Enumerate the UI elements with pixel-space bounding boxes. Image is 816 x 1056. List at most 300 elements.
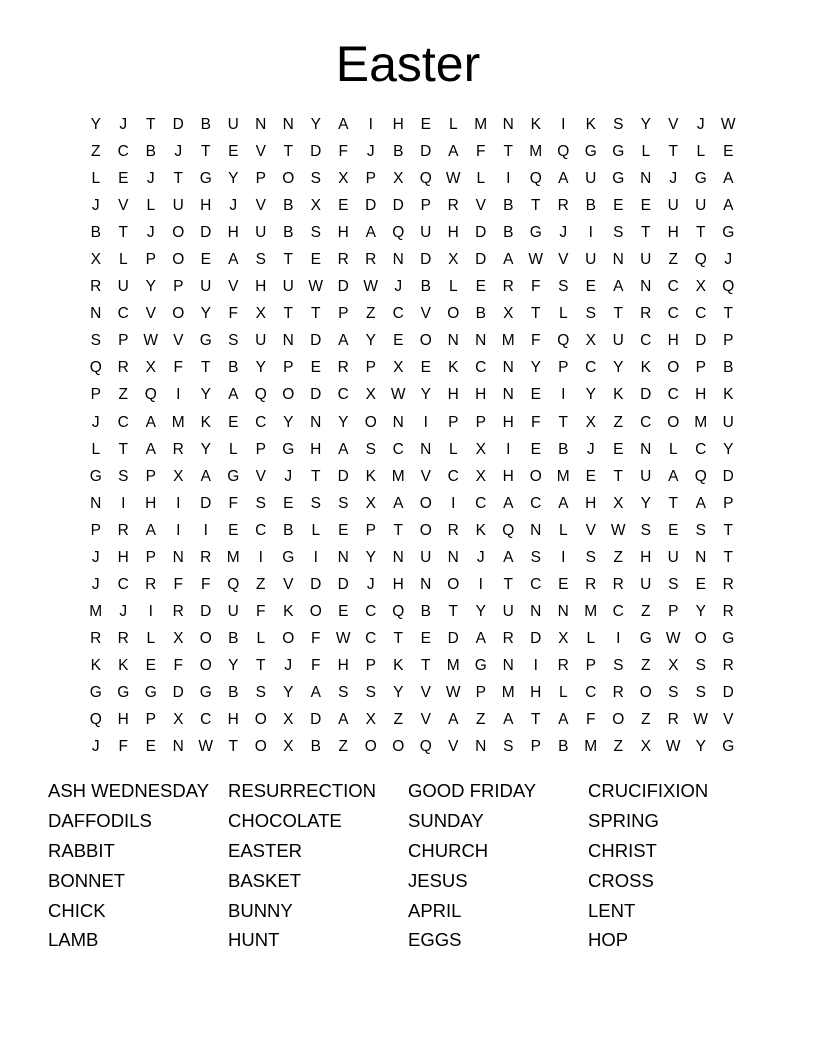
grid-letter: T: [668, 143, 678, 161]
grid-letter: H: [392, 575, 404, 593]
grid-letter: D: [310, 575, 322, 593]
grid-letter: O: [282, 170, 295, 188]
grid-letter: Q: [557, 143, 570, 161]
letter-grid: [82, 111, 742, 760]
grid-letter: V: [420, 305, 431, 323]
grid-letter: I: [588, 224, 593, 242]
grid-letter: O: [612, 711, 625, 729]
grid-letter: G: [282, 440, 295, 458]
grid-letter: Q: [529, 170, 542, 188]
grid-letter: F: [173, 656, 183, 674]
grid-letter: Y: [640, 494, 651, 512]
grid-letter: U: [420, 548, 432, 566]
word-list-item: HOP: [588, 929, 629, 951]
grid-letter: O: [254, 711, 267, 729]
grid-letter: N: [310, 413, 322, 431]
grid-letter: W: [335, 629, 351, 647]
grid-letter: N: [502, 116, 514, 134]
word-list-item: CRUCIFIXION: [588, 780, 709, 802]
grid-letter: B: [503, 197, 514, 215]
grid-letter: B: [283, 521, 294, 539]
grid-letter: P: [530, 738, 541, 756]
grid-letter: O: [447, 575, 460, 593]
grid-letter: L: [558, 521, 568, 539]
grid-letter: J: [91, 738, 100, 756]
grid-letter: X: [640, 738, 651, 756]
grid-letter: K: [613, 386, 624, 404]
grid-letter: C: [117, 575, 129, 593]
grid-row: [82, 111, 742, 138]
grid-letter: A: [503, 711, 514, 729]
grid-letter: R: [502, 629, 514, 647]
grid-letter: Y: [90, 116, 101, 134]
grid-letter: M: [584, 738, 598, 756]
grid-letter: O: [694, 629, 707, 647]
grid-letter: S: [255, 251, 266, 269]
grid-letter: P: [475, 413, 486, 431]
grid-letter: W: [363, 278, 379, 296]
grid-letter: Y: [200, 305, 211, 323]
grid-letter: K: [365, 467, 376, 485]
grid-letter: Q: [227, 575, 240, 593]
grid-letter: A: [668, 467, 679, 485]
grid-letter: D: [695, 332, 707, 350]
grid-letter: X: [283, 711, 294, 729]
grid-letter: U: [227, 116, 239, 134]
grid-letter: I: [478, 575, 483, 593]
grid-letter: C: [365, 602, 377, 620]
grid-letter: Y: [228, 170, 239, 188]
grid-letter: E: [420, 629, 431, 647]
grid-letter: M: [391, 467, 405, 485]
word-list-item: LAMB: [48, 929, 99, 951]
grid-letter: I: [203, 521, 208, 539]
grid-letter: O: [419, 521, 432, 539]
grid-row: [82, 273, 742, 300]
grid-letter: N: [502, 386, 514, 404]
grid-letter: G: [584, 143, 597, 161]
grid-row: [82, 138, 742, 165]
grid-letter: R: [172, 440, 184, 458]
grid-letter: A: [503, 494, 514, 512]
word-list-item: BONNET: [48, 869, 126, 891]
grid-letter: G: [199, 332, 212, 350]
grid-letter: S: [695, 656, 706, 674]
grid-letter: C: [117, 305, 129, 323]
grid-letter: R: [585, 575, 597, 593]
grid-letter: G: [722, 224, 735, 242]
grid-letter: L: [256, 629, 266, 647]
grid-letter: S: [668, 575, 679, 593]
grid-letter: P: [448, 413, 459, 431]
grid-letter: F: [228, 494, 238, 512]
grid-letter: U: [585, 251, 597, 269]
grid-letter: Y: [393, 684, 404, 701]
grid-row: [82, 192, 742, 219]
grid-letter: A: [338, 711, 349, 729]
grid-letter: S: [695, 684, 706, 701]
grid-letter: D: [722, 684, 734, 701]
grid-letter: O: [199, 656, 212, 674]
grid-letter: T: [393, 629, 403, 647]
grid-letter: Y: [338, 413, 349, 431]
grid-letter: C: [392, 305, 404, 323]
grid-letter: J: [229, 197, 238, 215]
grid-letter: J: [91, 548, 100, 566]
grid-letter: I: [121, 494, 126, 512]
grid-letter: E: [640, 197, 651, 215]
grid-letter: K: [200, 413, 211, 431]
grid-letter: E: [310, 359, 321, 377]
grid-letter: U: [722, 413, 734, 431]
grid-letter: Q: [392, 602, 405, 620]
grid-letter: T: [421, 656, 431, 674]
grid-letter: H: [667, 332, 679, 350]
grid-letter: Q: [419, 738, 432, 756]
grid-letter: C: [612, 602, 624, 620]
grid-letter: R: [337, 251, 349, 269]
grid-letter: T: [723, 521, 733, 539]
grid-letter: Z: [366, 305, 376, 323]
grid-letter: E: [613, 197, 624, 215]
grid-letter: U: [200, 278, 212, 296]
grid-letter: B: [228, 359, 239, 377]
grid-letter: I: [148, 602, 153, 620]
grid-letter: O: [309, 602, 322, 620]
grid-letter: O: [667, 359, 680, 377]
grid-letter: G: [474, 656, 487, 674]
grid-letter: Y: [613, 359, 624, 377]
grid-letter: C: [475, 494, 487, 512]
grid-letter: F: [118, 738, 128, 756]
grid-letter: U: [640, 467, 652, 485]
grid-letter: E: [200, 251, 211, 269]
grid-letter: T: [228, 738, 238, 756]
grid-letter: D: [420, 251, 432, 269]
grid-letter: G: [117, 684, 130, 701]
grid-letter: L: [641, 143, 651, 161]
grid-letter: N: [695, 548, 707, 566]
grid-letter: H: [310, 440, 322, 458]
grid-letter: U: [640, 251, 652, 269]
grid-letter: A: [723, 197, 734, 215]
grid-letter: F: [256, 602, 266, 620]
grid-letter: P: [420, 197, 431, 215]
grid-letter: R: [145, 575, 157, 593]
grid-letter: G: [199, 170, 212, 188]
grid-letter: F: [173, 575, 183, 593]
grid-letter: N: [447, 332, 459, 350]
grid-letter: X: [283, 738, 294, 756]
grid-letter: A: [475, 629, 486, 647]
grid-letter: J: [174, 143, 183, 161]
grid-row: [82, 409, 742, 436]
grid-letter: E: [393, 332, 404, 350]
grid-letter: K: [640, 359, 651, 377]
grid-letter: E: [118, 170, 129, 188]
grid-letter: O: [419, 494, 432, 512]
grid-letter: Y: [640, 116, 651, 134]
grid-letter: G: [282, 548, 295, 566]
word-list-item: SUNDAY: [408, 810, 484, 832]
grid-letter: P: [90, 521, 101, 539]
grid-letter: R: [502, 278, 514, 296]
grid-letter: L: [558, 684, 568, 701]
grid-letter: Y: [695, 738, 706, 756]
grid-letter: P: [558, 359, 569, 377]
grid-letter: N: [282, 332, 294, 350]
grid-letter: J: [91, 197, 100, 215]
grid-letter: S: [365, 440, 376, 458]
grid-letter: C: [695, 305, 707, 323]
grid-letter: Q: [694, 467, 707, 485]
grid-letter: S: [310, 224, 321, 242]
grid-letter: X: [475, 467, 486, 485]
grid-letter: D: [365, 197, 377, 215]
grid-letter: Z: [613, 548, 623, 566]
grid-letter: E: [668, 521, 679, 539]
grid-letter: T: [613, 467, 623, 485]
grid-letter: A: [448, 711, 459, 729]
grid-letter: M: [226, 548, 240, 566]
grid-letter: C: [585, 684, 597, 701]
grid-letter: X: [255, 305, 266, 323]
grid-letter: B: [90, 224, 101, 242]
grid-letter: Z: [613, 413, 623, 431]
grid-letter: I: [506, 170, 511, 188]
grid-letter: Y: [585, 386, 596, 404]
word-list-item: SPRING: [588, 810, 659, 832]
grid-letter: M: [556, 467, 570, 485]
word-list-item: APRIL: [408, 899, 462, 921]
grid-letter: A: [558, 711, 569, 729]
grid-letter: A: [145, 413, 156, 431]
grid-letter: O: [667, 413, 680, 431]
grid-letter: C: [640, 332, 652, 350]
grid-letter: K: [448, 359, 459, 377]
grid-letter: Q: [254, 386, 267, 404]
grid-letter: V: [283, 575, 294, 593]
grid-letter: Y: [228, 656, 239, 674]
grid-letter: P: [255, 440, 266, 458]
grid-letter: R: [200, 548, 212, 566]
grid-letter: P: [145, 711, 156, 729]
grid-letter: B: [420, 602, 431, 620]
grid-letter: S: [613, 116, 624, 134]
grid-letter: L: [146, 629, 156, 647]
grid-letter: W: [390, 386, 406, 404]
word-list-item: HUNT: [228, 929, 280, 951]
grid-letter: D: [337, 467, 349, 485]
grid-letter: T: [283, 143, 293, 161]
grid-letter: B: [585, 197, 596, 215]
grid-letter: M: [584, 602, 598, 620]
grid-letter: R: [612, 575, 624, 593]
grid-letter: M: [89, 602, 103, 620]
grid-letter: B: [228, 684, 239, 701]
grid-letter: O: [254, 738, 267, 756]
grid-letter: C: [117, 413, 129, 431]
grid-letter: V: [420, 467, 431, 485]
grid-letter: L: [91, 170, 101, 188]
grid-letter: M: [529, 143, 543, 161]
grid-letter: H: [640, 548, 652, 566]
grid-letter: T: [311, 467, 321, 485]
grid-letter: Y: [365, 548, 376, 566]
grid-letter: R: [117, 629, 129, 647]
grid-row: [82, 463, 742, 490]
grid-letter: F: [476, 143, 486, 161]
grid-letter: G: [639, 629, 652, 647]
grid-letter: X: [365, 711, 376, 729]
grid-letter: U: [255, 224, 267, 242]
grid-letter: O: [172, 251, 185, 269]
grid-letter: E: [530, 440, 541, 458]
grid-letter: X: [558, 629, 569, 647]
grid-letter: M: [446, 656, 460, 674]
grid-letter: U: [667, 548, 679, 566]
grid-letter: C: [200, 711, 212, 729]
grid-letter: P: [695, 359, 706, 377]
grid-letter: C: [667, 305, 679, 323]
grid-letter: L: [558, 305, 568, 323]
grid-letter: C: [475, 359, 487, 377]
grid-letter: T: [118, 440, 128, 458]
grid-letter: V: [255, 197, 266, 215]
grid-letter: R: [447, 197, 459, 215]
grid-letter: F: [531, 413, 541, 431]
grid-letter: X: [503, 305, 514, 323]
grid-letter: N: [172, 548, 184, 566]
grid-letter: Y: [200, 440, 211, 458]
grid-letter: D: [530, 629, 542, 647]
grid-row: [82, 517, 742, 544]
grid-letter: Z: [613, 738, 623, 756]
grid-letter: G: [722, 738, 735, 756]
grid-letter: W: [198, 738, 214, 756]
grid-letter: I: [561, 386, 566, 404]
grid-letter: O: [172, 224, 185, 242]
grid-letter: T: [146, 116, 156, 134]
grid-letter: G: [694, 170, 707, 188]
grid-letter: J: [366, 575, 375, 593]
grid-letter: W: [308, 278, 324, 296]
grid-letter: P: [475, 684, 486, 701]
grid-row: [82, 165, 742, 192]
grid-letter: D: [420, 143, 432, 161]
grid-letter: P: [173, 278, 184, 296]
grid-letter: E: [420, 359, 431, 377]
grid-letter: A: [200, 467, 211, 485]
grid-letter: V: [723, 711, 734, 729]
grid-letter: R: [365, 251, 377, 269]
grid-letter: P: [255, 170, 266, 188]
grid-letter: J: [394, 278, 403, 296]
grid-letter: H: [585, 494, 597, 512]
grid-letter: R: [172, 602, 184, 620]
grid-letter: C: [640, 413, 652, 431]
grid-letter: J: [119, 602, 128, 620]
grid-letter: N: [640, 278, 652, 296]
grid-letter: C: [667, 278, 679, 296]
grid-row: [82, 246, 742, 273]
grid-letter: N: [420, 575, 432, 593]
grid-letter: E: [145, 656, 156, 674]
grid-letter: L: [118, 251, 128, 269]
word-list-item: LENT: [588, 899, 636, 921]
grid-letter: C: [530, 494, 542, 512]
grid-letter: U: [282, 278, 294, 296]
grid-letter: Z: [668, 251, 678, 269]
grid-letter: N: [475, 738, 487, 756]
word-list-item: EGGS: [408, 929, 462, 951]
grid-letter: B: [228, 629, 239, 647]
grid-letter: C: [695, 440, 707, 458]
grid-letter: A: [338, 332, 349, 350]
grid-letter: B: [310, 738, 321, 756]
grid-letter: C: [337, 386, 349, 404]
grid-letter: V: [585, 521, 596, 539]
grid-letter: S: [640, 521, 651, 539]
word-list-item: BUNNY: [228, 899, 293, 921]
grid-letter: Y: [723, 440, 734, 458]
grid-letter: A: [503, 548, 514, 566]
grid-letter: E: [338, 602, 349, 620]
grid-letter: A: [228, 251, 239, 269]
grid-letter: T: [311, 305, 321, 323]
grid-letter: P: [365, 521, 376, 539]
grid-letter: U: [695, 197, 707, 215]
grid-letter: B: [558, 440, 569, 458]
grid-row: [82, 490, 742, 517]
grid-letter: U: [502, 602, 514, 620]
grid-letter: Y: [530, 359, 541, 377]
grid-letter: L: [448, 116, 458, 134]
grid-letter: A: [723, 170, 734, 188]
grid-letter: I: [533, 656, 538, 674]
grid-letter: S: [585, 548, 596, 566]
grid-letter: N: [337, 548, 349, 566]
grid-letter: S: [695, 521, 706, 539]
grid-letter: F: [311, 629, 321, 647]
grid-letter: F: [586, 711, 596, 729]
grid-letter: N: [557, 602, 569, 620]
grid-row: [82, 652, 742, 679]
grid-letter: O: [639, 684, 652, 701]
word-list-row: [48, 776, 768, 806]
grid-letter: Y: [145, 278, 156, 296]
grid-letter: X: [173, 629, 184, 647]
grid-row: [82, 219, 742, 246]
grid-letter: X: [695, 278, 706, 296]
grid-letter: D: [310, 332, 322, 350]
grid-letter: K: [475, 521, 486, 539]
grid-letter: F: [531, 278, 541, 296]
grid-letter: A: [338, 440, 349, 458]
grid-letter: L: [146, 197, 156, 215]
grid-letter: J: [284, 467, 293, 485]
grid-letter: A: [338, 116, 349, 134]
grid-letter: P: [668, 602, 679, 620]
grid-letter: G: [89, 467, 102, 485]
grid-letter: S: [255, 494, 266, 512]
grid-letter: Z: [118, 386, 128, 404]
grid-letter: V: [420, 711, 431, 729]
grid-letter: P: [145, 548, 156, 566]
grid-letter: H: [502, 467, 514, 485]
word-list-item: DAFFODILS: [48, 810, 152, 832]
grid-letter: E: [695, 575, 706, 593]
